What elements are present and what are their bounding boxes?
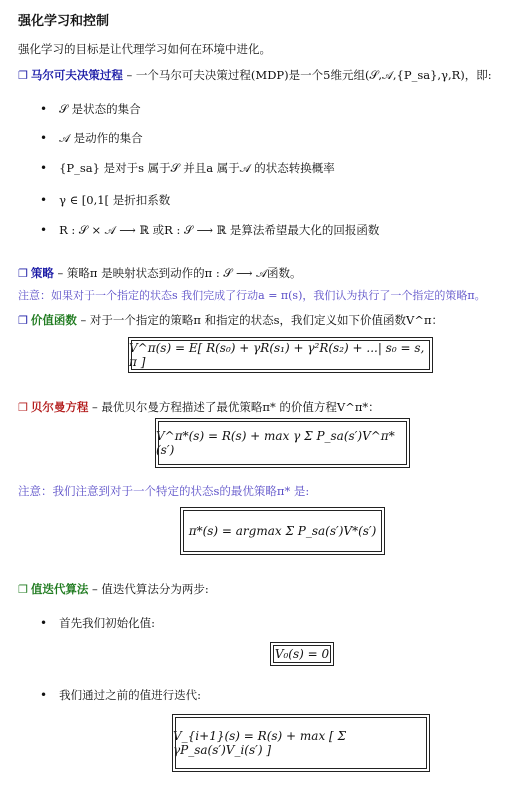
mdp-line bbox=[18, 67, 492, 83]
init-equation: V₀(s) = 0 bbox=[270, 642, 334, 666]
policy-line bbox=[18, 265, 301, 281]
bullet-icon: • bbox=[40, 223, 48, 237]
section-square-icon: ❐ bbox=[18, 583, 28, 596]
iteration-line bbox=[18, 581, 209, 597]
section-square-icon: ❐ bbox=[18, 401, 28, 414]
list-item: • 𝒜 是动作的集合 bbox=[40, 131, 143, 145]
page-title: 强化学习和控制 bbox=[18, 14, 110, 29]
bullet-icon: • bbox=[40, 102, 48, 116]
value-equation: V^π(s) = E[ R(s₀) + γR(s₁) + γ²R(s₂) + ...| s₀ = s, π ] bbox=[128, 337, 433, 373]
bellman-desc: – 最优贝尔曼方程描述了最优策略π* 的价值方程V^π*： bbox=[92, 400, 380, 414]
list-item: • {P_sa} 是对于s 属于𝒮 并且a 属于𝒜 的状态转换概率 bbox=[40, 161, 335, 175]
policy-note: 注意：如果对于一个指定的状态s 我们完成了行动a = π(s)，我们认为执行了一个指定的策略π。 bbox=[18, 289, 486, 302]
policy-heading: 策略 bbox=[30, 266, 54, 280]
bellman-heading: 贝尔曼方程 bbox=[30, 400, 89, 414]
mdp-desc: – 一个马尔可夫决策过程(MDP)是一个5维元组(𝒮,𝒜,{P_sa},γ,R)，即: bbox=[126, 68, 492, 82]
bullet-icon: • bbox=[40, 161, 48, 175]
bellman-equation: V^π*(s) = R(s) + max γ Σ P_sa(s′)V^π*(s′) bbox=[155, 418, 410, 468]
bullet-icon: • bbox=[40, 131, 48, 145]
bellman-note: 注意：我们注意到对于一个特定的状态s的最优策略π* 是: bbox=[18, 484, 310, 498]
iteration-desc: – 值迭代算法分为两步: bbox=[92, 582, 209, 596]
list-item: • 𝒮 是状态的集合 bbox=[40, 102, 141, 116]
list-item: • γ ∈ [0,1[ 是折扣系数 bbox=[40, 193, 171, 207]
optimal-policy-equation: π*(s) = argmax Σ P_sa(s′)V*(s′) bbox=[180, 507, 385, 555]
list-item: • 我们通过之前的值进行迭代: bbox=[40, 688, 201, 702]
iteration-equation: V_{i+1}(s) = R(s) + max [ Σ γP_sa(s′)V_i(s′) ] bbox=[172, 714, 430, 772]
bullet-icon: • bbox=[40, 616, 48, 630]
value-desc: – 对于一个指定的策略π 和指定的状态s，我们定义如下价值函数V^π： bbox=[80, 313, 444, 327]
bullet-icon: • bbox=[40, 193, 48, 207]
value-line bbox=[18, 312, 443, 328]
iteration-heading: 值迭代算法 bbox=[30, 582, 89, 596]
policy-desc: – 策略π 是映射状态到动作的π : 𝒮 ⟶ 𝒜函数。 bbox=[57, 266, 302, 280]
section-square-icon: ❐ bbox=[18, 267, 28, 280]
bellman-line bbox=[18, 399, 380, 415]
intro-text: 强化学习的目标是让代理学习如何在环境中进化。 bbox=[18, 42, 271, 56]
list-item: • R : 𝒮 × 𝒜 ⟶ ℝ 或R : 𝒮 ⟶ ℝ 是算法希望最大化的回报函数 bbox=[40, 223, 380, 237]
bullet-icon: • bbox=[40, 688, 48, 702]
value-heading: 价值函数 bbox=[30, 313, 77, 327]
mdp-heading: 马尔可夫决策过程 bbox=[30, 68, 123, 82]
section-square-icon: ❐ bbox=[18, 314, 28, 327]
section-square-icon: ❐ bbox=[18, 69, 28, 82]
list-item: • 首先我们初始化值: bbox=[40, 616, 155, 630]
